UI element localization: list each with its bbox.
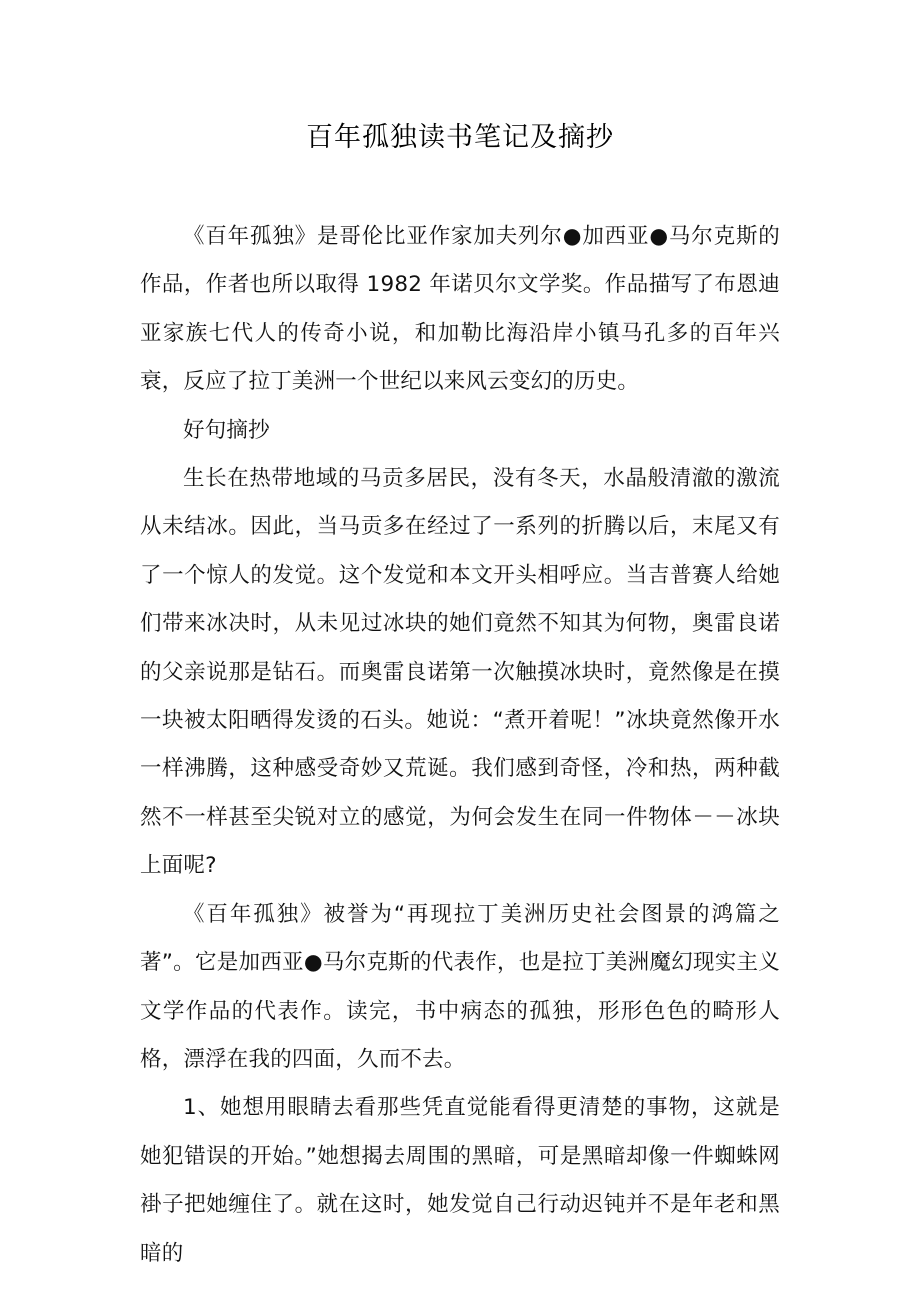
document-body [140, 213, 780, 1278]
excerpt-paragraph-ice: 生长在热带地域的马贡多居民，没有冬天，水晶般清澈的激流从未结冰。因此，当马贡多在经过了一系列的折腾以后，末尾又有了一个惊人的发觉。这个发觉和本文开头相呼应。当吉普赛人给她们带来冰决时，从未见过冰块的她们竟然不知其为何物，奥雷良诺的父亲说那是钻石。而奥雷良诺第一次触摸冰块时，竟然像是在摸一块被太阳晒得发烫的石头。她说：“煮开着呢！”冰块竟然像开水一样沸腾，这种感受奇妙又荒诞。我们感到奇怪，冷和热，两种截然不一样甚至尖锐对立的感觉，为何会发生在同一件物体－－冰块上面呢? [140, 466, 780, 879]
review-paragraph: 《百年孤独》被誉为“再现拉丁美洲历史社会图景的鸿篇之著”。它是加西亚●马尔克斯的代表作，也是拉丁美洲魔幻现实主义文学作品的代表作。读完，书中病态的孤独，形形色色的畸形人格，漂浮在我的四面，久而不去。 [140, 901, 780, 1072]
intro-paragraph: 《百年孤独》是哥伦比亚作家加夫列尔●加西亚●马尔克斯的作品，作者也所以取得 1982 年诺贝尔文学奖。作品描写了布恩迪亚家族七代人的传奇小说，和加勒比海沿岸小镇马孔多的百年兴衰，反应了拉丁美洲一个世纪以来风云变幻的历史。 [140, 224, 780, 395]
section-heading-good-sentences: 好句摘抄 [183, 417, 270, 443]
quote-paragraph-1: 1、她想用眼睛去看那些凭直觉能看得更清楚的事物，这就是她犯错误的开始。”她想揭去周围的黑暗，可是黑暗却像一件蜘蛛网褂子把她缠住了。就在这时，她发觉自己行动迟钝并不是年老和黑暗的 [140, 1095, 780, 1266]
document-title: 百年孤独读书笔记及摘抄 [306, 122, 614, 153]
